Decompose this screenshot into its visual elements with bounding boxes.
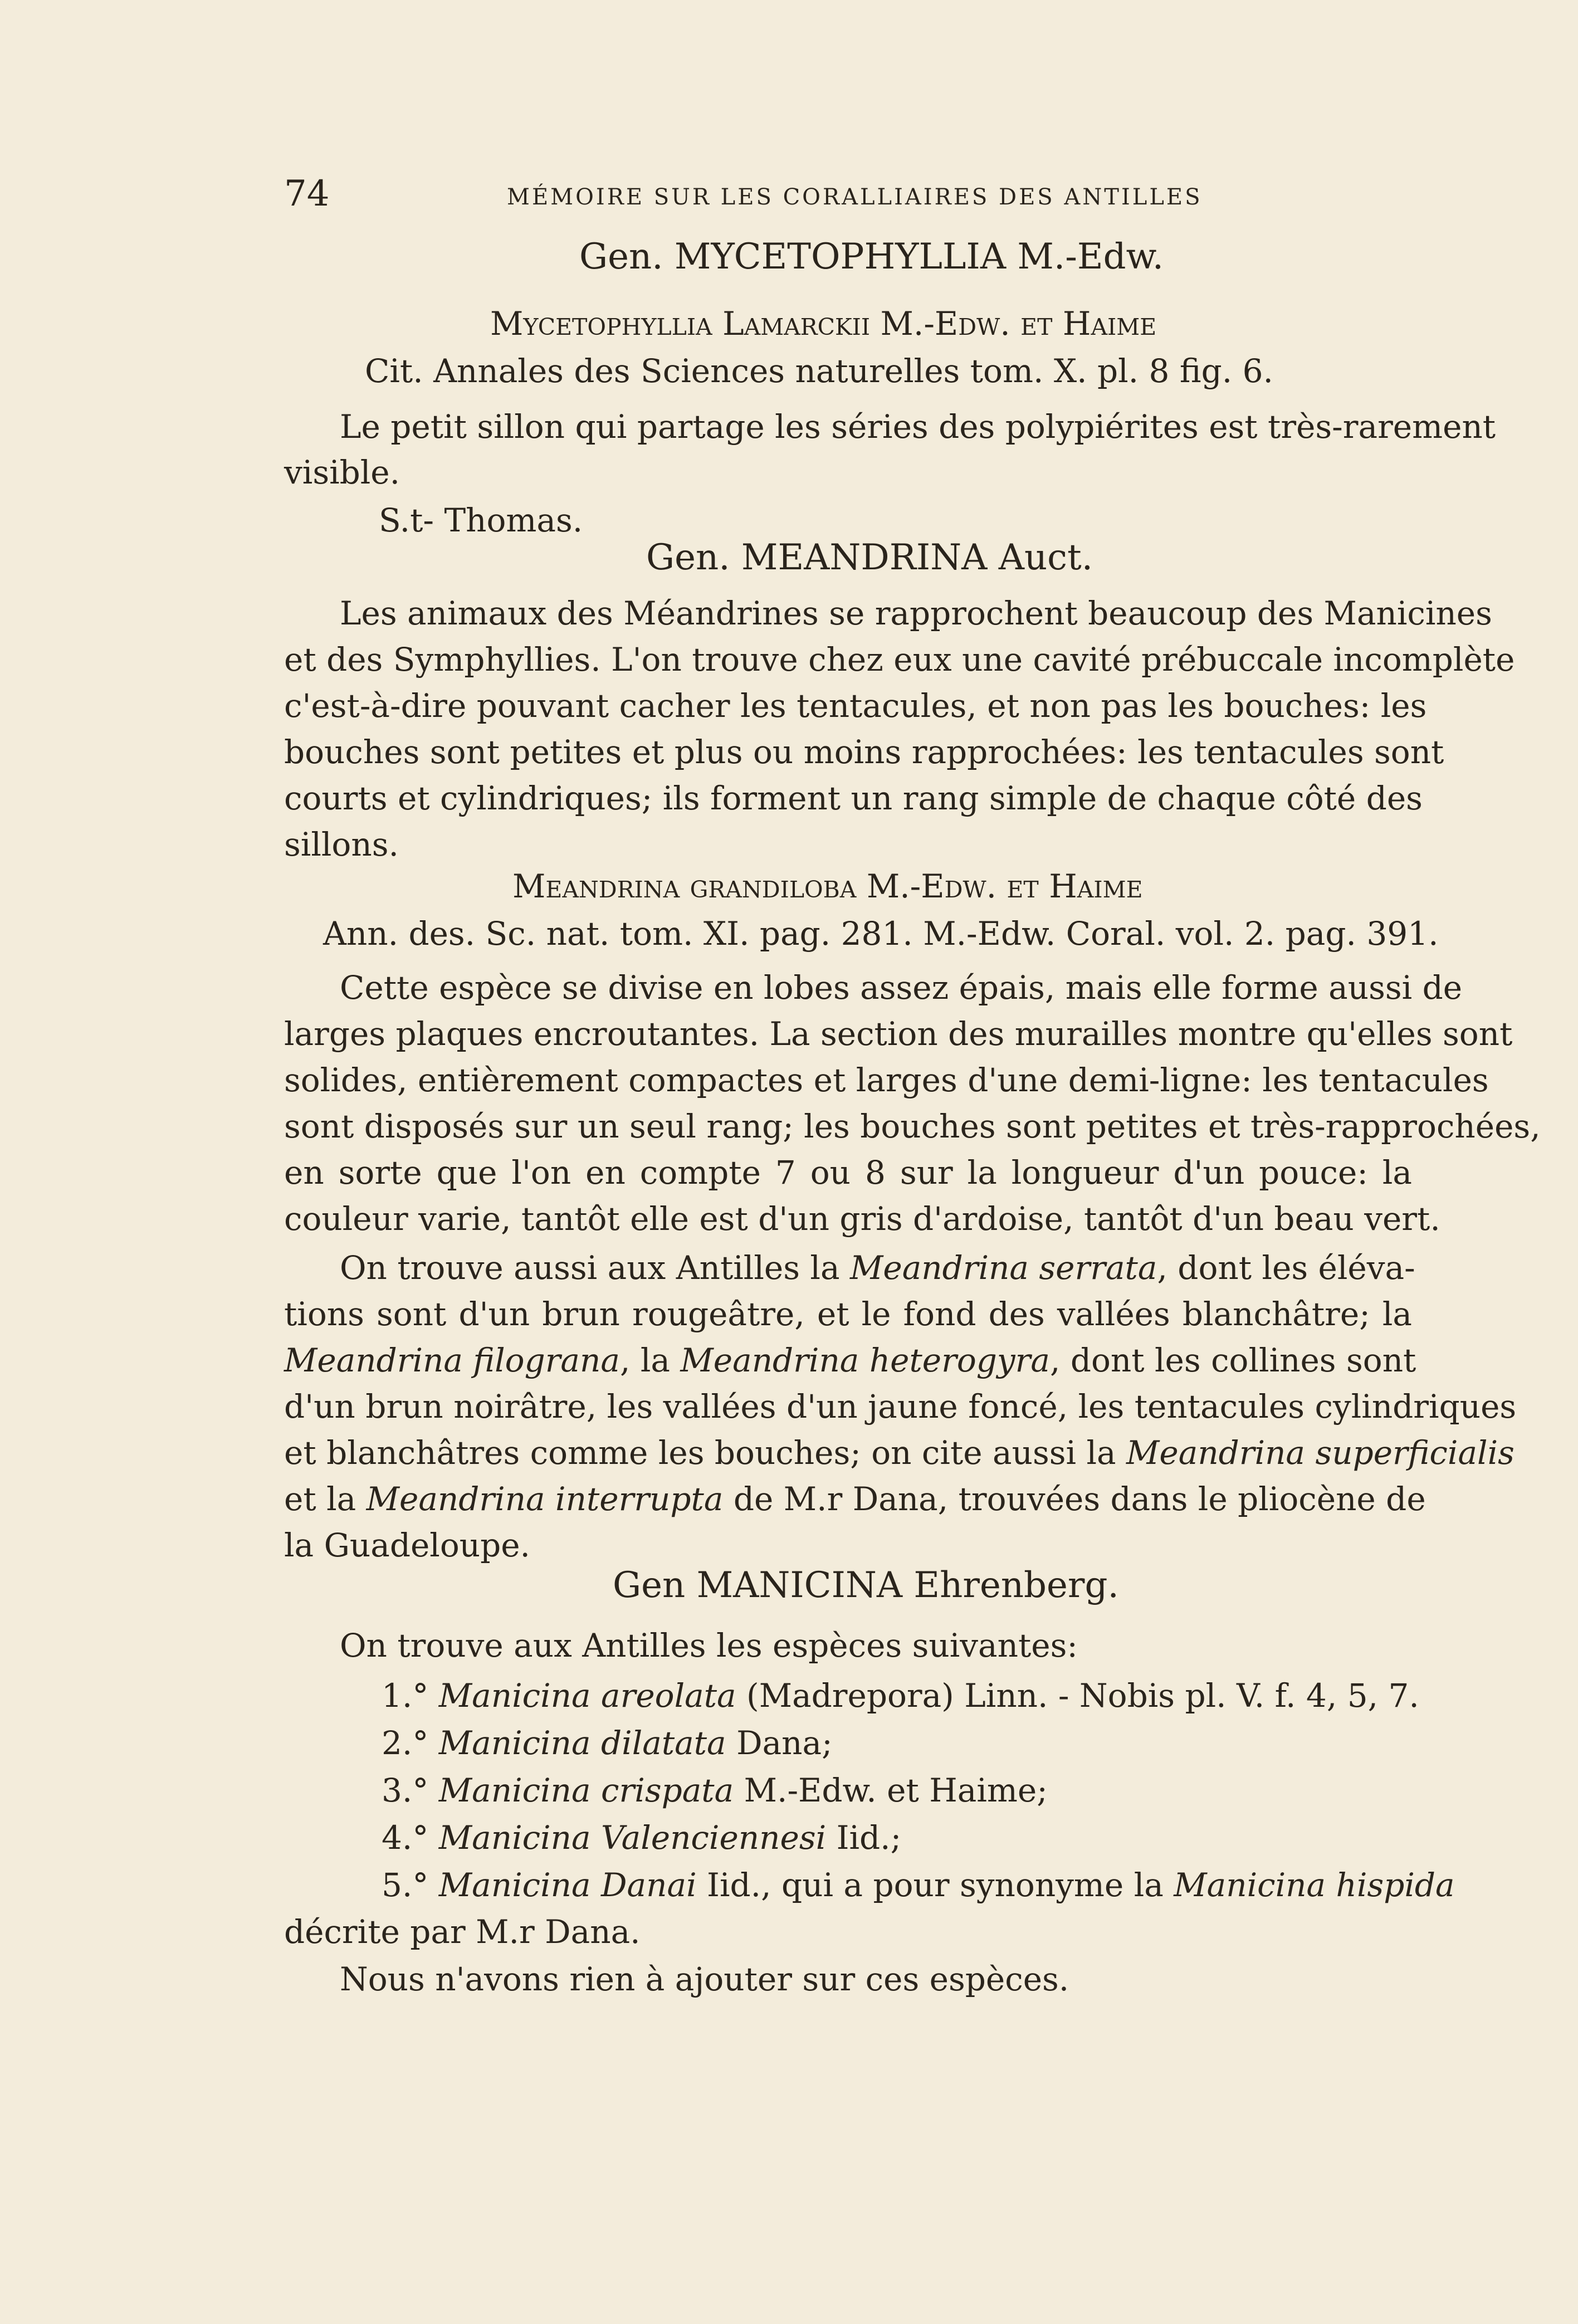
citation-meandrina: Ann. des. Sc. nat. tom. XI. pag. 281. M.-Edw. Coral. vol. 2. pag. 391.	[323, 915, 1439, 953]
running-title: MÉMOIRE SUR LES CORALLIAIRES DES ANTILLES	[507, 184, 1203, 210]
species-name: Manicina hispida	[1174, 1866, 1455, 1904]
text-run: Iid.;	[826, 1819, 902, 1857]
species-name: Manicina Danai	[438, 1866, 697, 1904]
text-run: , la	[619, 1341, 681, 1379]
text-run: Dana;	[726, 1724, 833, 1762]
species-name: Meandrina superficialis	[1126, 1434, 1515, 1472]
text-run: , dont les éléva-	[1157, 1249, 1415, 1287]
paragraph-line: sont disposés sur un seul rang; les bouches sont petites et très-rapprochées,	[284, 1107, 1541, 1145]
paragraph-line: larges plaques encroutantes. La section des murailles montre qu'elles sont	[284, 1015, 1513, 1053]
text-run: On trouve aussi aux Antilles la	[340, 1249, 850, 1287]
paragraph-line: et des Symphyllies. L'on trouve chez eux une cavité prébuccale incomplète	[284, 641, 1515, 678]
item-number: 2.°	[382, 1724, 429, 1762]
species-name: Meandrina filograna	[284, 1341, 620, 1379]
text-run: et blanchâtres comme les bouches; on cite aussi la	[284, 1434, 1127, 1472]
species-name: Meandrina heterogyra	[680, 1341, 1050, 1379]
closing-sentence: Nous n'avons rien à ajouter sur ces espèces.	[340, 1960, 1069, 1998]
species-list-item	[382, 1770, 1048, 1810]
item-number: 3.°	[382, 1771, 429, 1809]
species-list-item	[382, 1818, 901, 1858]
paragraph-line: courts et cylindriques; ils forment un rang simple de chaque côté des	[284, 779, 1423, 817]
species-list-item	[382, 1865, 1455, 1905]
page-number: 74	[284, 173, 330, 214]
paragraph-line: bouches sont petites et plus ou moins rapprochées: les tentacules sont	[284, 733, 1444, 771]
text-run: de M.r Dana, trouvées dans le pliocène de	[723, 1480, 1426, 1518]
text-run: , dont les collines sont	[1049, 1341, 1416, 1379]
paragraph-line	[284, 1340, 1416, 1380]
species-list-item	[382, 1723, 833, 1763]
paragraph-line: en sorte que l'on en compte 7 ou 8 sur la longueur d'un pouce: la	[284, 1154, 1412, 1192]
genus-heading-manicina: Gen MANICINA Ehrenberg.	[613, 1565, 1119, 1606]
locality: S.t- Thomas.	[379, 501, 583, 539]
item-number: 5.°	[382, 1866, 429, 1904]
species-name: Manicina dilatata	[438, 1724, 726, 1762]
paragraph-line: visible.	[284, 453, 400, 491]
text-run: et la	[284, 1480, 367, 1518]
text-run: M.-Edw. et Haime;	[734, 1771, 1048, 1809]
paragraph-line: la Guadeloupe.	[284, 1526, 530, 1564]
text-run: Iid., qui a pour synonyme la	[696, 1866, 1174, 1904]
text-run: (Madrepora) Linn. - Nobis pl. V. f. 4, 5, 7.	[736, 1677, 1419, 1715]
paragraph-line	[284, 1433, 1515, 1473]
genus-heading-mycetophyllia: Gen. MYCETOPHYLLIA M.-Edw.	[579, 236, 1164, 277]
paragraph-line: c'est-à-dire pouvant cacher les tentacules, et non pas les bouches: les	[284, 687, 1427, 725]
manicina-intro: On trouve aux Antilles les espèces suivantes:	[340, 1627, 1078, 1664]
paragraph-line: sillons.	[284, 826, 399, 863]
species-name: Meandrina serrata	[850, 1249, 1157, 1287]
item-number: 4.°	[382, 1819, 429, 1857]
species-name: Meandrina interrupta	[366, 1480, 724, 1518]
species-heading-mycetophyllia-lamarckii: Mycetophyllia Lamarckii M.-Edw. et Haime	[490, 305, 1157, 343]
species-heading-meandrina-grandiloba: Meandrina grandiloba M.-Edw. et Haime	[512, 867, 1143, 905]
paragraph-line: solides, entièrement compactes et larges d'une demi-ligne: les tentacules	[284, 1061, 1489, 1099]
item-number: 1.°	[382, 1677, 429, 1715]
paragraph-line: tions sont d'un brun rougeâtre, et le fond des vallées blanchâtre; la	[284, 1295, 1412, 1333]
paragraph-line: d'un brun noirâtre, les vallées d'un jaune foncé, les tentacules cylindriques	[284, 1388, 1517, 1425]
species-name: Manicina Valenciennesi	[438, 1819, 827, 1857]
citation-mycetophyllia: Cit. Annales des Sciences naturelles tom. X. pl. 8 fig. 6.	[365, 352, 1273, 390]
paragraph-line: Cette espèce se divise en lobes assez épais, mais elle forme aussi de	[340, 969, 1463, 1007]
paragraph-line: Le petit sillon qui partage les séries des polypiérites est très-rarement	[340, 408, 1496, 446]
genus-heading-meandrina: Gen. MEANDRINA Auct.	[646, 537, 1093, 578]
species-name: Manicina areolata	[438, 1677, 736, 1715]
paragraph-line: couleur varie, tantôt elle est d'un gris d'ardoise, tantôt d'un beau vert.	[284, 1200, 1440, 1238]
paragraph-line: Les animaux des Méandrines se rapprochent beaucoup des Manicines	[340, 594, 1492, 632]
species-name: Manicina crispata	[438, 1771, 734, 1809]
paragraph-line	[340, 1248, 1415, 1288]
species-list-item	[382, 1676, 1419, 1716]
paragraph-line	[284, 1479, 1426, 1519]
species-list-item-continuation: décrite par M.r Dana.	[284, 1913, 641, 1951]
